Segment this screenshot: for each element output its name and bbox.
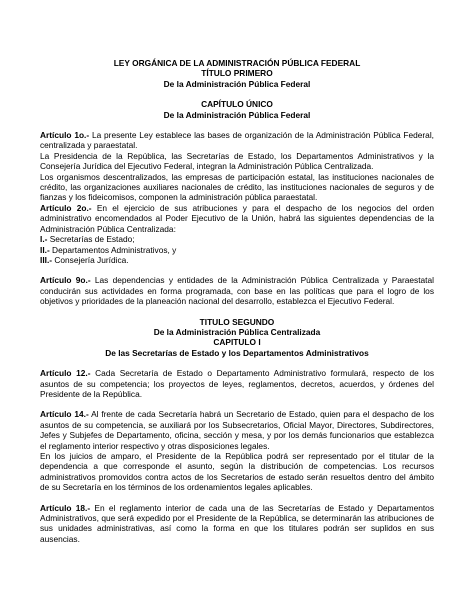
- article-12-label: Artículo 12.-: [40, 368, 91, 379]
- article-14-paragraph-2: En los juicios de amparo, el Presidente de la República podrá ser representado por el titular de la dependencia a que corresponde el asunto, según la distribución de competencias. Los recursos administrativos promovidos contra actos de los Secretarios de estado serán resueltos dentro del ámbito de su Secretaría en los términos de los ordenamientos legales aplicables.: [40, 451, 434, 493]
- article-2-item-2: [40, 245, 434, 255]
- title-primero-subtitle: De la Administración Pública Federal: [163, 78, 311, 89]
- article-18-label: Artículo 18.-: [40, 502, 91, 513]
- article-18-text: En el reglamento interior de cada una de las Secretarías de Estado y Departamentos Administrativos, que será expedido por el Presidente de la República, se determinarán las atribuciones de sus unidades administrativas, así como la forma en que los titulares podrán ser suplidos en sus ausencias.: [40, 502, 434, 544]
- item-number: III.-: [40, 254, 53, 265]
- item-text: Consejería Jurídica.: [52, 254, 129, 265]
- article-9-label: Artículo 9o.-: [40, 275, 91, 286]
- item-text: Departamentos Administrativos, y: [49, 244, 177, 255]
- title-segundo-subtitle: De la Administración Pública Centralizada: [153, 326, 321, 337]
- article-2: [40, 203, 434, 234]
- article-2-label: Artículo 2o.-: [40, 202, 92, 213]
- article-1-text: La presente Ley establece las bases de organización de la Administración Pública Federal, centralizada y paraestatal.: [40, 130, 434, 151]
- article-1-paragraph-2: La Presidencia de la República, las Secretarías de Estado, los Departamentos Administrativos y la Consejería Jurídica del Ejecutivo Federal, integran la Administración Pública Centralizada.: [40, 150, 434, 172]
- item-text: Secretarías de Estado;: [47, 234, 135, 245]
- article-14-label: Artículo 14.-: [40, 409, 89, 420]
- article-1-label: Artículo 1o.-: [40, 130, 90, 141]
- article-1-paragraph-3: Los organismos descentralizados, las empresas de participación estatal, las instituciones nacionales de crédito, las organizaciones auxiliares nacionales de crédito, las instituciones nacionales de seguros y de fianzas y los fideicomisos, componen la administración pública paraestatal.: [40, 171, 434, 203]
- article-9: [40, 275, 434, 306]
- chapter-i: CAPITULO I: [213, 337, 261, 348]
- title-primero: TÍTULO PRIMERO: [201, 68, 273, 79]
- article-12-text: Cada Secretaría de Estado o Departamento Administrativo formulará, respecto de los asuntos de su competencia; los proyectos de leyes, reglamentos, decretos, acuerdos, y órdenes del Presidente de la República.: [40, 368, 435, 399]
- chapter-unico-subtitle: De la Administración Pública Federal: [163, 109, 311, 120]
- article-2-item-3: [40, 255, 434, 265]
- article-1: [40, 130, 434, 151]
- item-number: I.-: [40, 234, 48, 245]
- article-14: [40, 409, 434, 451]
- article-12: [40, 368, 434, 399]
- article-18: [40, 503, 434, 545]
- article-2-text: En el ejercicio de sus atribuciones y para el despacho de los negocios del orden administrativo encomendados al Poder Ejecutivo de la Unión, habrá las siguientes dependencias de la Administración Pública Centralizada:: [40, 202, 434, 234]
- law-title: LEY ORGÁNICA DE LA ADMINISTRACIÓN PÚBLICA FEDERAL: [113, 58, 361, 68]
- chapter-unico: CAPÍTULO ÚNICO: [201, 99, 273, 110]
- article-9-text: Las dependencias y entidades de la Administración Pública Centralizada y Paraestatal conducirán sus actividades en forma programada, con base en las políticas que para el logro de los objetivos y prioridades de la planeación nacional del desarrollo, establezca el Ejecutivo Federal.: [40, 275, 434, 307]
- article-2-item-1: [40, 234, 434, 244]
- article-14-text: Al frente de cada Secretaría habrá un Secretario de Estado, quien para el despacho de los asuntos de su competencia, se auxiliará por los Subsecretarios, Oficial Mayor, Directores, Subdirectores, Jefes y Subjefes de Departamento, oficina, sección y mesa, y por los demás funcionarios que establezca el reglamento interior respectivo y otras disposiciones legales.: [40, 409, 435, 451]
- chapter-i-subtitle: De las Secretarías de Estado y los Departamentos Administrativos: [105, 347, 369, 358]
- item-number: II.-: [40, 244, 50, 255]
- title-segundo: TITULO SEGUNDO: [199, 316, 275, 327]
